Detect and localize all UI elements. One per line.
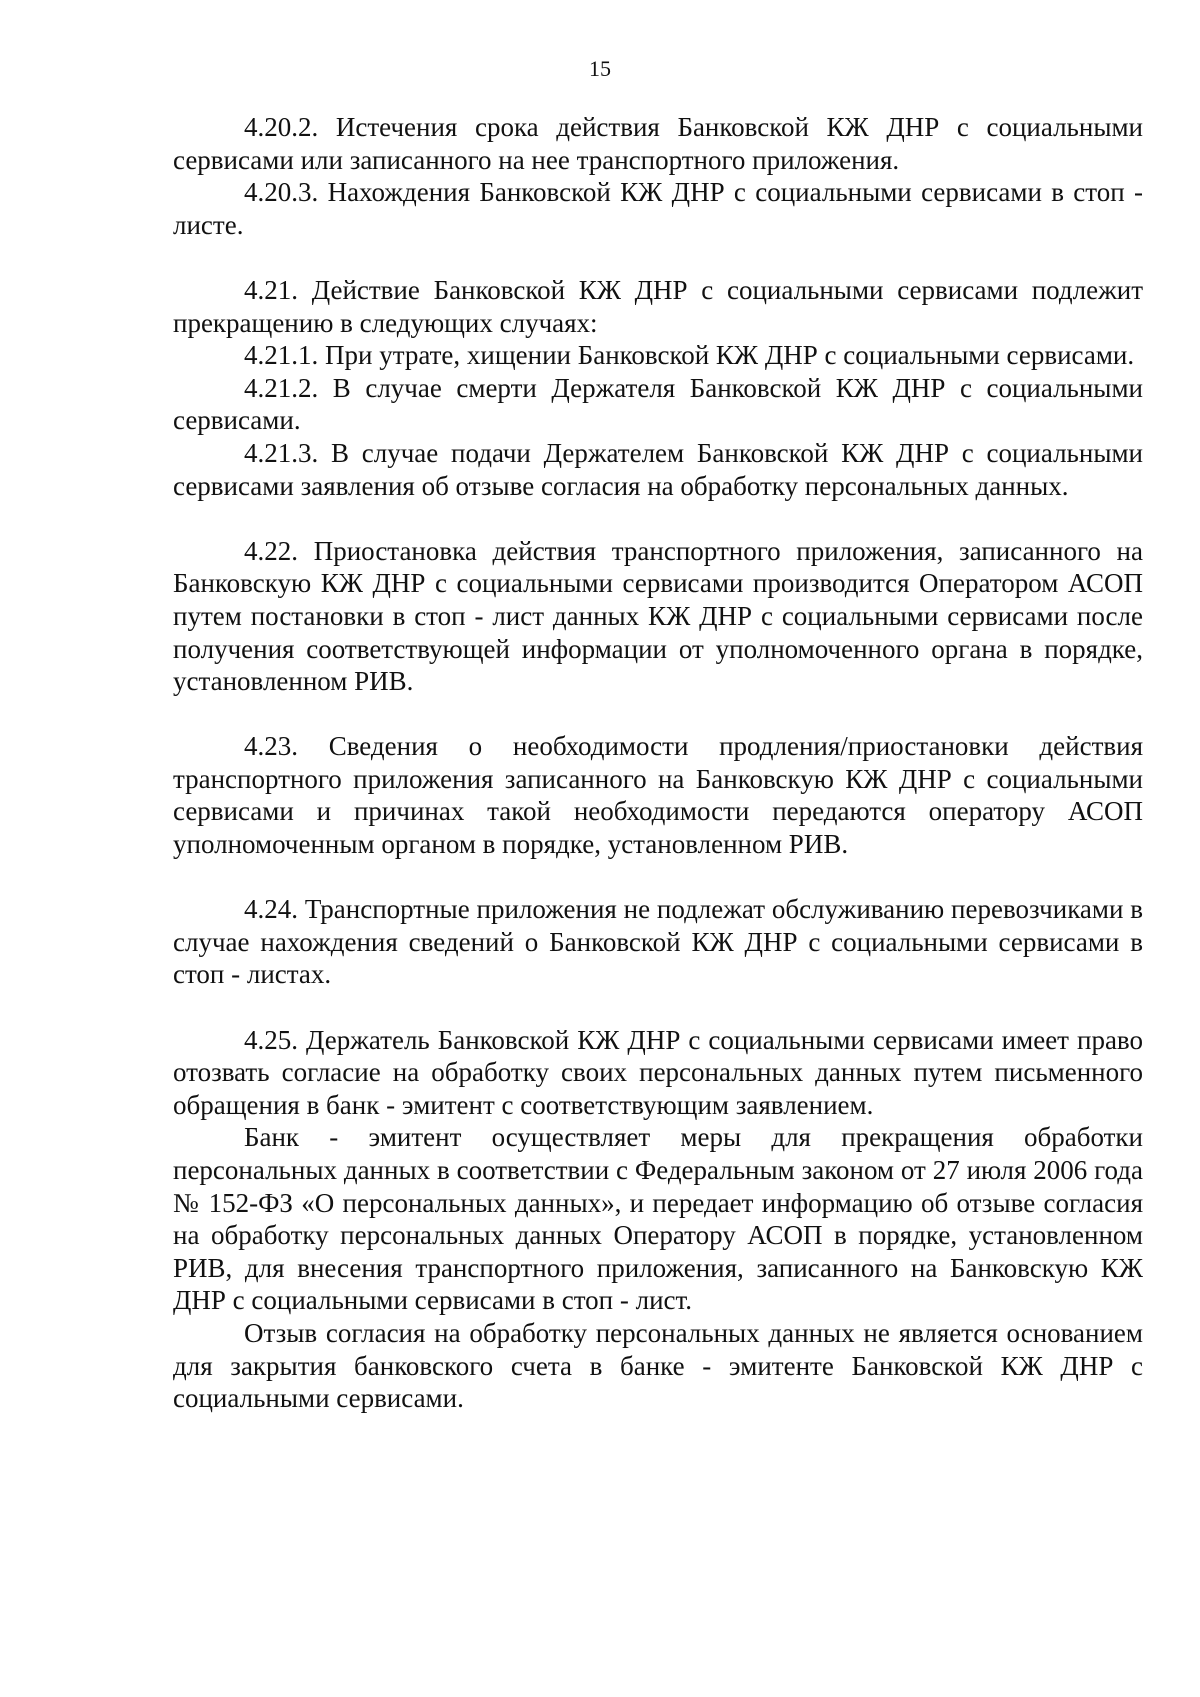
clause-4-21-2: 4.21.2. В случае смерти Держателя Банковской КЖ ДНР с социальными сервисами. bbox=[173, 372, 1143, 436]
clause-4-24: 4.24. Транспортные приложения не подлежат обслуживанию перевозчиками в случае нахождения сведений о Банковской КЖ ДНР с социальными сервисами в стоп - листах. bbox=[173, 894, 1143, 990]
document-body bbox=[173, 111, 1143, 1415]
paragraph-spacer bbox=[173, 698, 1143, 731]
paragraph-spacer bbox=[173, 861, 1143, 894]
clause-4-25: 4.25. Держатель Банковской КЖ ДНР с социальными сервисами имеет право отозвать согласие на обработку своих персональных данных путем письменного обращения в банк - эмитент с соответствующим заявлением. bbox=[173, 1024, 1143, 1120]
clause-4-23: 4.23. Сведения о необходимости продления/приостановки действия транспортного приложения записанного на Банковскую КЖ ДНР с социальными сервисами и причинах такой необходимости передаются оператору АСОП уполномоченным органом в порядке, установленном РИВ. bbox=[173, 731, 1143, 860]
paragraph-spacer bbox=[173, 502, 1143, 535]
paragraph-spacer bbox=[173, 241, 1143, 274]
clause-4-20-2: 4.20.2. Истечения срока действия Банковской КЖ ДНР с социальными сервисами или записанного на нее транспортного приложения. bbox=[173, 112, 1143, 175]
clause-4-21: 4.21. Действие Банковской КЖ ДНР с социальными сервисами подлежит прекращению в следующих случаях: bbox=[173, 274, 1143, 338]
clause-4-25-bank-paragraph: Банк - эмитент осуществляет меры для прекращения обработки персональных данных в соответствии с Федеральным законом от 27 июля 2006 года № 152-ФЗ «О персональных данных», и передает информацию об отзыве согласия на обработку персональных данных Оператору АСОП в порядке, установленном РИВ, для внесения транспортного приложения, записанного на Банковскую КЖ ДНР с социальными сервисами в стоп - лист. bbox=[173, 1122, 1143, 1316]
page-number: 15 bbox=[589, 56, 611, 81]
clause-4-21-3: 4.21.3. В случае подачи Держателем Банковской КЖ ДНР с социальными сервисами заявления об отзыве согласия на обработку персональных данных. bbox=[173, 437, 1143, 501]
clause-4-20-3: 4.20.3. Нахождения Банковской КЖ ДНР с социальными сервисами в стоп - листе. bbox=[173, 177, 1143, 240]
clause-4-21-1: 4.21.1. При утрате, хищении Банковской КЖ ДНР с социальными сервисами. bbox=[244, 340, 1135, 371]
clause-4-22: 4.22. Приостановка действия транспортного приложения, записанного на Банковскую КЖ ДНР с социальными сервисами производится Оператором АСОП путем постановки в стоп - лист данных КЖ ДНР с социальными сервисами после получения соответствующей информации от уполномоченного органа в порядке, установленном РИВ. bbox=[173, 535, 1143, 697]
paragraph-spacer bbox=[173, 991, 1143, 1024]
clause-4-25-withdrawal-paragraph: Отзыв согласия на обработку персональных данных не является основанием для закрытия банковского счета в банке - эмитенте Банковской КЖ ДНР с социальными сервисами. bbox=[173, 1317, 1143, 1414]
